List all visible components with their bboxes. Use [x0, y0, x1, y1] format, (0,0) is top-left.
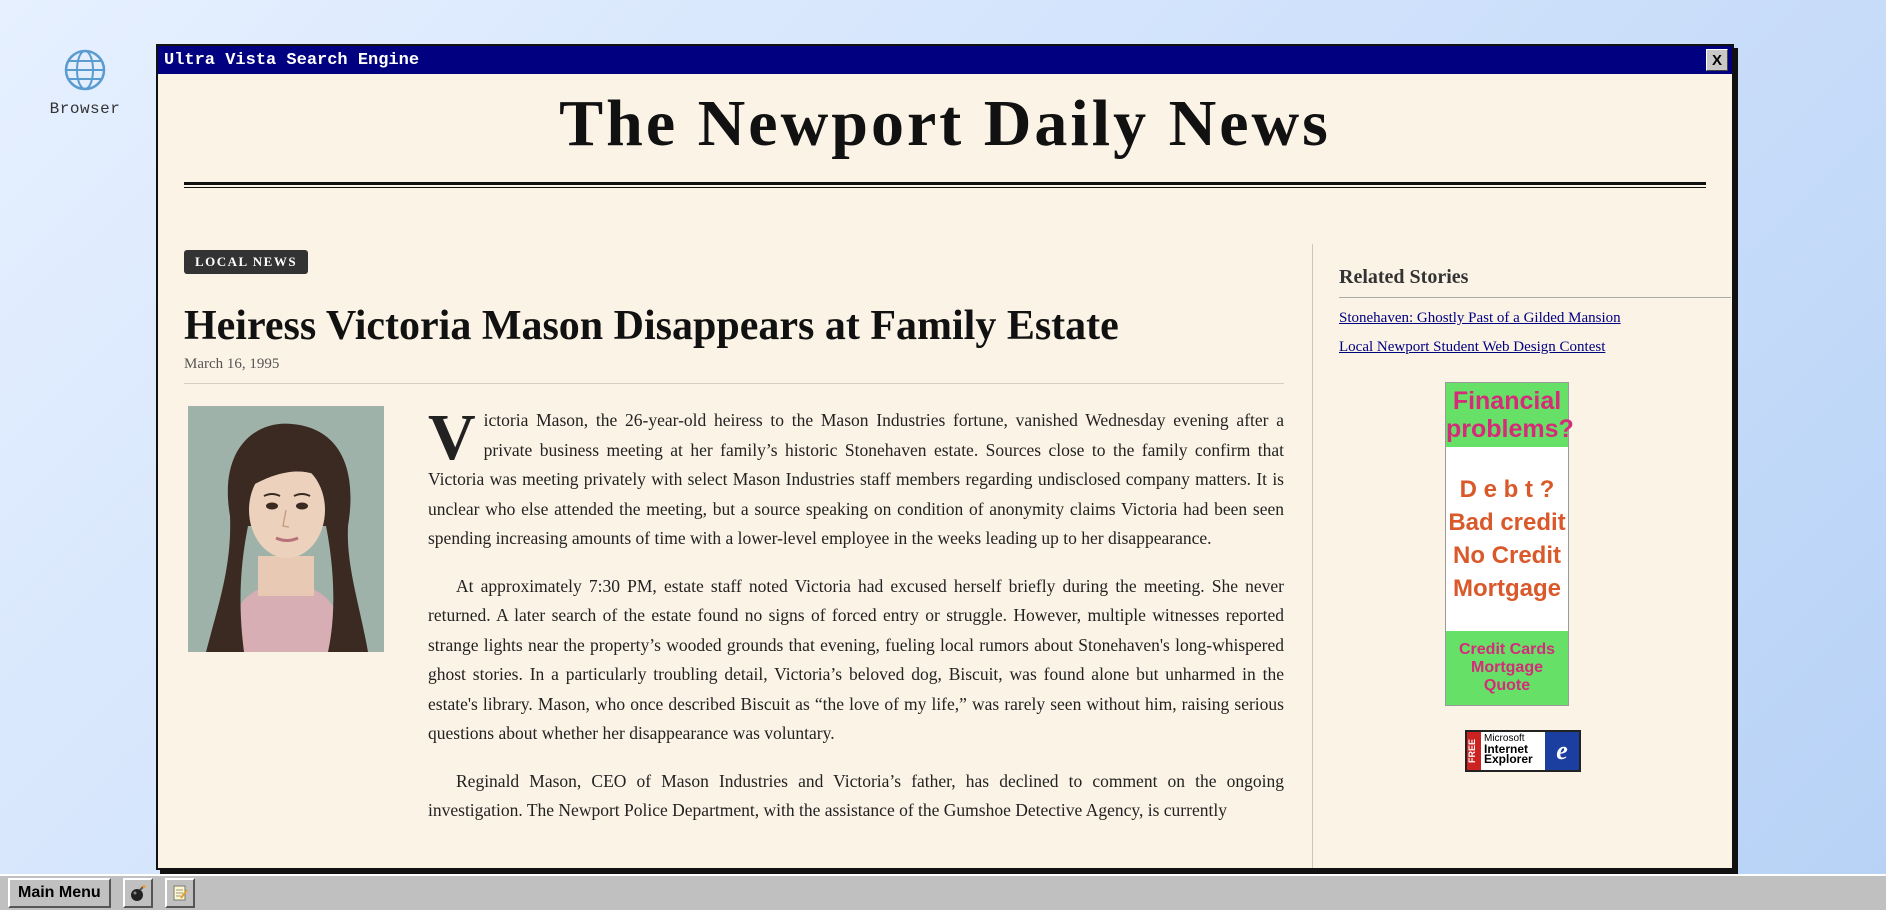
article-photo: [188, 406, 384, 652]
bomb-icon[interactable]: [123, 878, 153, 908]
drop-cap: V: [428, 401, 476, 474]
ad-headline: Financial problems?: [1446, 383, 1568, 447]
category-badge: LOCAL NEWS: [184, 250, 308, 274]
ad-line: Bad credit: [1448, 509, 1566, 536]
internet-explorer-badge[interactable]: [1465, 730, 1581, 772]
related-link-web-contest[interactable]: Local Newport Student Web Design Contest: [1339, 339, 1606, 355]
ad-line: Mortgage: [1453, 575, 1561, 602]
globe-icon: [63, 48, 107, 92]
ad-body: [1446, 447, 1568, 631]
ad-line: No Credit: [1453, 542, 1561, 569]
article-headline: Heiress Victoria Mason Disappears at Family Estate: [184, 303, 1119, 349]
browser-window: [156, 44, 1734, 870]
ie-line-3: Explorer: [1484, 752, 1533, 766]
financial-ad-banner[interactable]: [1445, 382, 1574, 706]
article-paragraph: [428, 401, 1284, 554]
newspaper-title: The Newport Daily News: [559, 87, 1331, 160]
notepad-icon[interactable]: [165, 878, 195, 908]
ad-line: D e b t ?: [1459, 476, 1555, 503]
ad-footer: Credit Cards Mortgage Quote: [1446, 631, 1568, 705]
masthead: [158, 74, 1732, 162]
article-main: [184, 250, 1284, 844]
ie-logo-icon: e: [1545, 732, 1579, 770]
sidebar: [1312, 244, 1731, 868]
related-stories-heading: Related Stories: [1339, 266, 1731, 298]
window-title: Ultra Vista Search Engine: [164, 50, 420, 70]
masthead-divider: [184, 182, 1706, 188]
article-body: [184, 401, 1284, 826]
taskbar: [0, 874, 1886, 910]
desktop-icon-browser[interactable]: [40, 48, 130, 118]
article-date: March 16, 1995: [184, 356, 1284, 384]
free-label: FREE: [1467, 732, 1481, 770]
ie-badge-text: [1481, 732, 1545, 770]
related-link-stonehaven[interactable]: Stonehaven: Ghostly Past of a Gilded Mansion: [1339, 310, 1621, 326]
window-titlebar[interactable]: [158, 46, 1732, 74]
close-button[interactable]: X: [1706, 49, 1728, 71]
paragraph-3-text: Reginald Mason, CEO of Mason Industries and Victoria’s father, has declined to comment on the ongoing investigation. The Newport Police Department, with the assistance of the Gumshoe Detective Agency, is currently: [428, 770, 1284, 820]
main-menu-button[interactable]: Main Menu: [8, 878, 111, 908]
ie-line-1: Microsoft: [1484, 733, 1525, 744]
ie-line-2: Internet: [1484, 742, 1529, 756]
portrait-image: [188, 406, 384, 652]
paragraph-2-text: At approximately 7:30 PM, estate staff noted Victoria had excused herself briefly during the meeting. She never returned. A later search of the estate found no signs of forced entry or struggle. However, multiple witnesses reported strange lights near the property’s wooded grounds that evening, fueling local rumors about Stonehaven's long-whispered ghost stories. In a particularly troubling detail, Victoria’s beloved dog, Biscuit, was found alone but unharmed in the estate's library. Mason, who once described Biscuit as “the love of my life,” was rarely seen without him, raising serious questions about whether her disappearance was voluntary.: [428, 575, 1284, 743]
desktop-icon-label: Browser: [49, 100, 121, 118]
paragraph-1-text: ictoria Mason, the 26-year-old heiress to the Mason Industries fortune, vanished Wednesday evening after a private business meeting at her family’s historic Stonehaven estate. Sources close to the family confirm that Victoria was meeting privately with select Mason Industries staff members regarding undisclosed company matters. It is unclear who else attended the meeting, but a source speaking on condition of anonymity claims Victoria had been seen spending increasing amounts of time with a lower-level employee in the weeks leading up to her disappearance.: [428, 410, 1284, 548]
